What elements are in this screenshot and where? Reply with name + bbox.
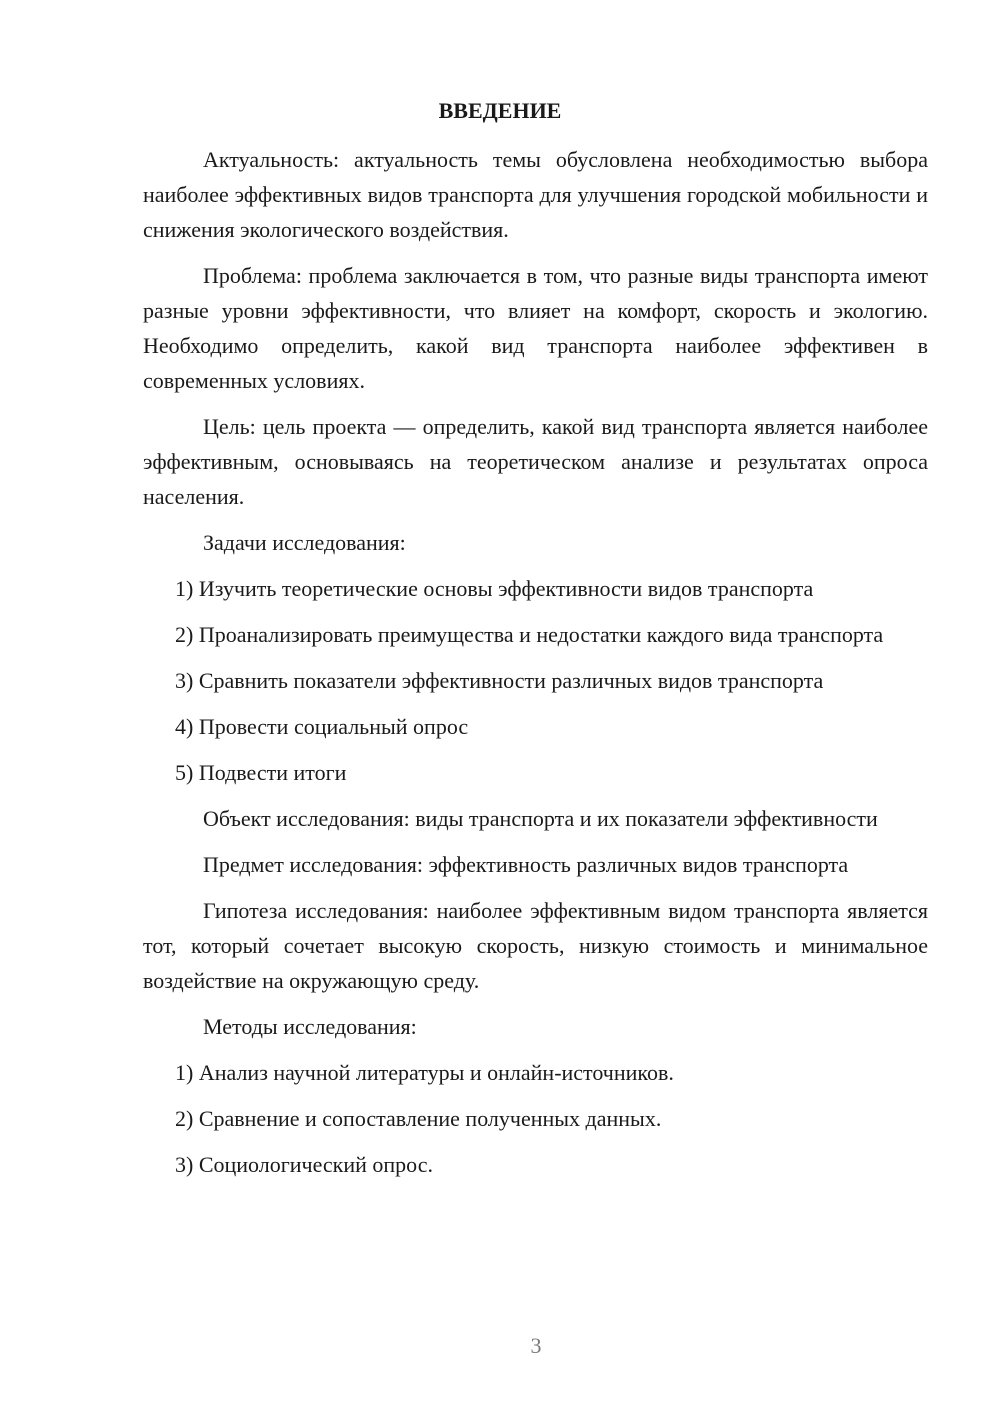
tasks-heading: Задачи исследования: xyxy=(203,530,406,555)
method-item: 2) Сравнение и сопоставление полученных данных. xyxy=(175,1106,662,1131)
paragraph-subject: Предмет исследования: эффективность различных видов транспорта xyxy=(203,852,849,877)
methods-heading: Методы исследования: xyxy=(203,1014,417,1039)
task-item: 3) Сравнить показатели эффективности различных видов транспорта xyxy=(175,668,824,693)
paragraph-problem: Проблема: проблема заключается в том, что разные виды транспорта имеют разные уровни эффективности, что влияет на комфорт, скорость и экологию. Необходимо определить, какой вид транспорта наиболее эффективен в современных условиях. xyxy=(143,263,928,393)
task-item: 4) Провести социальный опрос xyxy=(175,714,469,739)
method-item: 3) Социологический опрос. xyxy=(175,1152,433,1177)
method-item: 1) Анализ научной литературы и онлайн-источников. xyxy=(175,1060,674,1085)
paragraph-goal: Цель: цель проекта — определить, какой вид транспорта является наиболее эффективным, основываясь на теоретическом анализе и результатах опроса населения. xyxy=(143,414,928,509)
task-item: 5) Подвести итоги xyxy=(175,760,347,785)
document-body xyxy=(143,142,928,1193)
paragraph-hypothesis: Гипотеза исследования: наиболее эффективным видом транспорта является тот, который сочетает высокую скорость, низкую стоимость и минимальное воздействие на окружающую среду. xyxy=(143,898,928,993)
page-number: 3 xyxy=(530,1333,542,1358)
paragraph-object: Объект исследования: виды транспорта и их показатели эффективности xyxy=(203,806,878,831)
task-item: 1) Изучить теоретические основы эффективности видов транспорта xyxy=(175,576,814,601)
paragraph-relevance: Актуальность: актуальность темы обусловлена необходимостью выбора наиболее эффективных видов транспорта для улучшения городской мобильности и снижения экологического воздействия. xyxy=(143,147,928,242)
task-item: 2) Проанализировать преимущества и недостатки каждого вида транспорта xyxy=(175,622,884,647)
page-title: ВВЕДЕНИЕ xyxy=(438,98,562,123)
